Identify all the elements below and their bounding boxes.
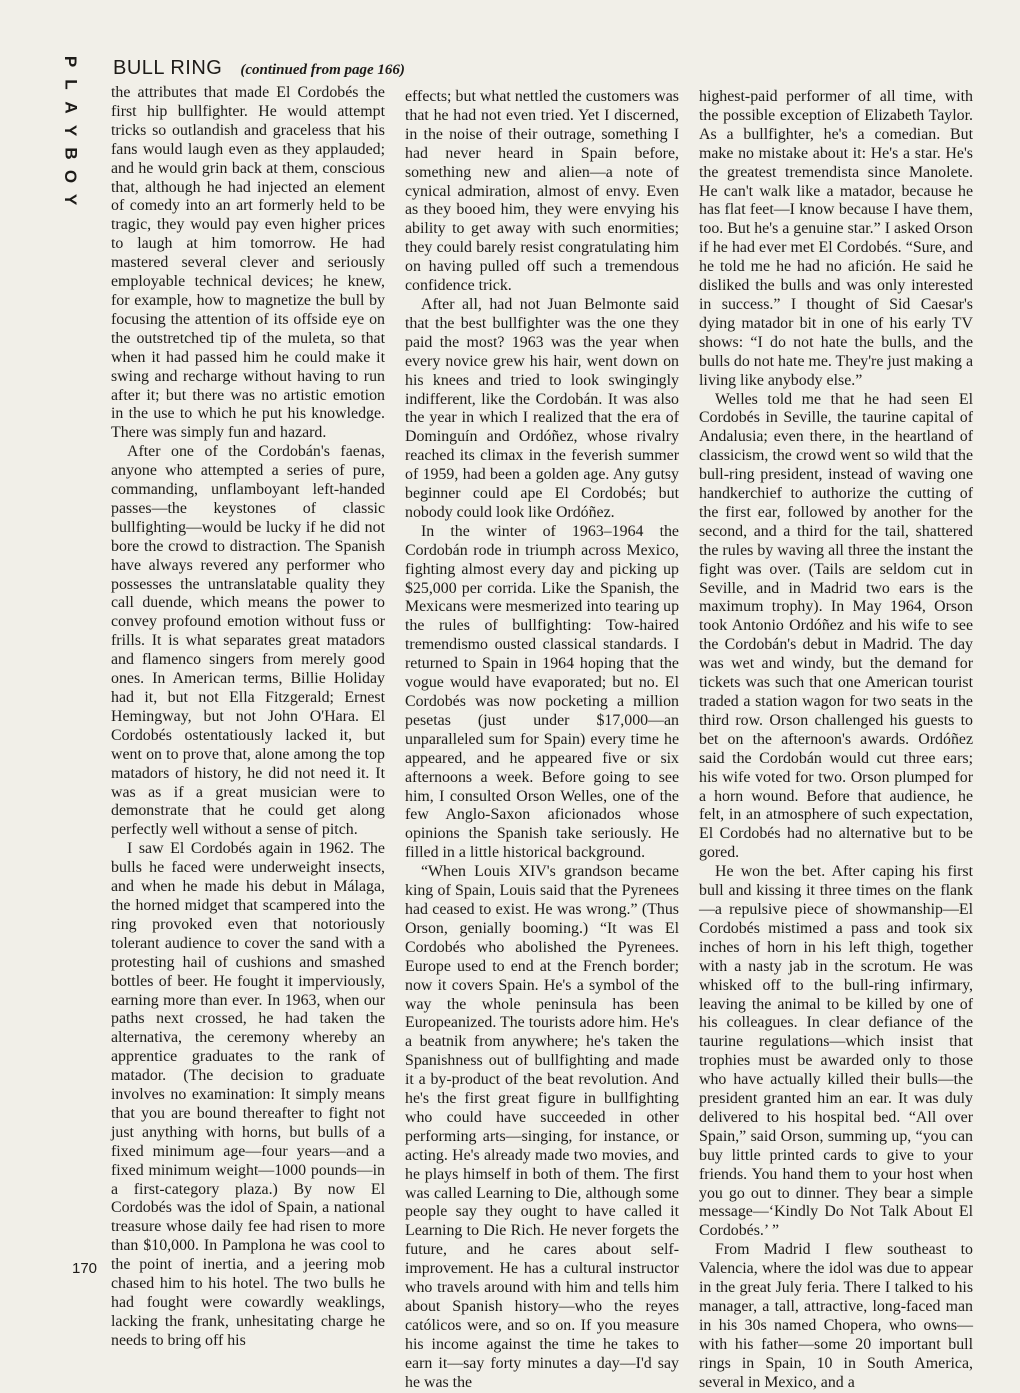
- article-header: [113, 57, 405, 80]
- paragraph: From Madrid I flew southeast to Valencia, where the idol was due to appear in the great July feria. There I talked to his manager, a tall, attractive, long-faced man in his 30s named Chopera, who owns—with his father—some 20 important bull rings in Spain, 10 in South America, several in Mexico, and a: [699, 1241, 973, 1391]
- paragraph: Welles told me that he had seen El Cordobés in Seville, the taurine capital of Andalusia; even there, in the heartland of classicism, the crowd went so wild that the bull-ring president, instead of waving one handkerchief to authorize the cutting of the first ear, followed by another for the second, and a third for the tail, shattered the rules by waving all three the instant the fight was over. (Tails are seldom cut in Seville, and in Madrid two ears is the maximum trophy). In May 1964, Orson took Antonio Ordóñez and his wife to see the Cordobán's debut in Madrid. The day was wet and windy, but the demand for tickets was such that one American tourist traded a station wagon for two seats in the third row. Orson challenged his guests to bet on the afternoon's awards. Ordóñez said the Cordobán would cut three ears; his wife voted for two. Orson plumped for a horn wound. Before that audience, he felt, in an atmosphere of such expectation, El Cordobés had no alternative but to be gored.: [699, 390, 973, 862]
- spine-letter: P: [61, 55, 81, 68]
- page-number: 170: [72, 1260, 98, 1277]
- text-column-2: [405, 88, 680, 1391]
- spine-letter: B: [61, 147, 81, 160]
- text-column-1: [111, 84, 385, 1349]
- spine-letter: Y: [61, 124, 81, 137]
- article-title: BULL RING: [113, 57, 223, 79]
- paragraph: “When Louis XIV's grandson became king of Spain, Louis said that the Pyrenees had ceased to exist. He was wrong.” (Thus Orson, genially booming.) “It was El Cordobés who abolished the Pyrenees. Europe used to end at the French border; now it covers Spain. He's a symbol of the way the whole peninsula has been Europeanized. The tourists adore him. He's a beatnik from anywhere; he's taken the Spanishness out of bullfighting and made it a by-product of the beat revolution. And he's the first great figure in bullfighting who could have succeeded in other performing arts—singing, for instance, or acting. He's already made two movies, and he plays himself in both of them. The first was called Learning to Die, although some people say they ought to have called it Learning to Die Rich. He never forgets the future, and he cares about self-improvement. He has a cultural instructor who travels around with him and tells him about Spanish history—who the reyes católicos were, and so on. If you measure his income against the time he takes to earn it—say forty minutes a day—I'd say he was the: [405, 863, 679, 1391]
- paragraph: He won the bet. After caping his first bull and kissing it three times on the flank—a repulsive piece of showmanship—El Cordobés mistimed a pass and took six inches of horn in his left thigh, together with a nasty jab in the scrotum. He was whisked off to the bull-ring infirmary, leaving the animal to be killed by one of his colleagues. In clear defiance of the taurine regulations—which insist that trophies must be awarded only to those who have actually killed their bulls—the president granted him an ear. It was duly delivered to his hospital bed. “All over Spain,” said Orson, summing up, “you can buy little printed cards to give to your friends. You hand them to your host when you go out to dinner. They bear a simple message—‘Kindly Do Not Talk About El Cordobés.’ ”: [699, 863, 973, 1240]
- spine-letter: Y: [61, 193, 81, 206]
- paragraph: After one of the Cordobán's faenas, anyone who attempted a series of pure, commanding, unflamboyant left-handed passes—the keystones of classic bullfighting—would be lucky if he did not bore the crowd to distraction. The Spanish have always revered any performer who possesses the untranslatable quality they call duende, which means the power to convey profound emotion without fuss or frills. It is what separates great matadors and flamenco singers from merely good ones. In American terms, Billie Holiday had it, but not Ella Fitzgerald; Ernest Hemingway, but not John O'Hara. El Cordobés ostentatiously lacked it, but went on to prove that, alone among the top matadors of history, he did not need it. It was as if a great musician were to demonstrate that he could get along perfectly well without a sense of pitch.: [111, 443, 385, 839]
- spine-letter: L: [61, 79, 81, 90]
- continuation-note: (continued from page 166): [240, 62, 405, 78]
- paragraph: effects; but what nettled the customers was that he had not even tried. Yet I discerned, in the noise of their outrage, something I had never heard in Spain before, something new and alien—a note of cynical admiration, almost of envy. Even as they booed him, they were envying his ability to get away with such enormities; they could barely resist congratulating him on having pulled off such a tremendous confidence trick.: [405, 88, 679, 295]
- paragraph: In the winter of 1963–1964 the Cordobán rode in triumph across Mexico, fighting almost every day and picking up $25,000 per corrida. Like the Spanish, the Mexicans were mesmerized into tearing up the rules of bullfighting: Tow-haired tremendismo ousted classical standards. I returned to Spain in 1964 hoping that the vogue would have evaporated; but no. El Cordobés was now pocketing a million pesetas (just under $17,000—an unparalleled sum for Spain) every time he appeared, and he appeared five or six afternoons a week. Before going to see him, I consulted Orson Welles, one of the few Anglo-Saxon aficionados whose opinions the Spanish take seriously. He filled in a little historical background.: [405, 522, 680, 862]
- paragraph: I saw El Cordobés again in 1962. The bulls he faced were underweight insects, and when he made his debut in Málaga, the horned midget that scampered into the ring provoked even that notoriously tolerant audience to cover the sand with a protesting hail of cushions and smashed bottles of beer. He fought it imperviously, earning more than ever. In 1963, when our paths next crossed, he had taken the alternativa, the ceremony whereby an apprentice graduates to the rank of matador. (The decision to graduate involves no examination: It simply means that you are bound thereafter to fight not just anything with horns, but bulls of a fixed minimum age—four years—and a fixed minimum weight—1000 pounds—in a first-category plaza.) By now El Cordobés was the idol of Spain, a national treasure whose daily fee had risen to more than $10,000. In Pamplona he was cool to the point of inertia, and a jeering mob chased him to his hotel. The two bulls he had fought were cowardly weaklings, lacking the frank, unhesitating charge he needs to bring off his: [111, 840, 385, 1349]
- spine-letter: A: [61, 101, 81, 114]
- paragraph: highest-paid performer of all time, with the possible exception of Elizabeth Taylor. As a bullfighter, he's a comedian. But make no mistake about it: He's a star. He's the greatest tremendista since Manolete. He can't walk like a matador, because he has flat feet—I know because I have them, too. But he's a genuine star.” I asked Orson if he had ever met El Cordobés. “Sure, and he told me he had no afición. He said he disliked the bulls and was only interested in success.” I thought of Sid Caesar's dying matador bit in one of his early TV shows: “I do not hate the bulls, and the bulls do not hate me. They're just making a living like anybody else.”: [699, 88, 973, 389]
- magazine-spine-title: [56, 50, 86, 211]
- text-column-3: [699, 88, 973, 1391]
- spine-letter: O: [61, 169, 81, 184]
- paragraph: After all, had not Juan Belmonte said that the best bullfighter was the one they paid the most? 1963 was the year when every novice grew his hair, went down on his knees and tried to look swingingly indifferent, like the Cordobán. It was also the year in which I realized that the era of Dominguín and Ordóñez, whose rivalry reached its climax in the feverish summer of 1959, had been a golden age. Any gutsy beginner could ape El Cordobés; but nobody could look like Ordóñez.: [405, 295, 679, 521]
- paragraph: the attributes that made El Cordobés the first hip bullfighter. He would attempt tricks so outlandish and graceless that his fans would laugh even as they applauded; and he would grin back at them, conscious that, although he had injected an element of comedy into an art formerly held to be tragic, they would pay even higher prices to laugh at him tomorrow. He had mastered several clever and seriously employable technical devices; he knew, for example, how to magnetize the bull by focusing the attention of its offside eye on the outstretched tip of the muleta, so that when it had passed him he could make it swing and recharge without having to run after it; but there was no artistic emotion in the use to which he put his knowledge. There was simply fun and hazard.: [111, 84, 385, 442]
